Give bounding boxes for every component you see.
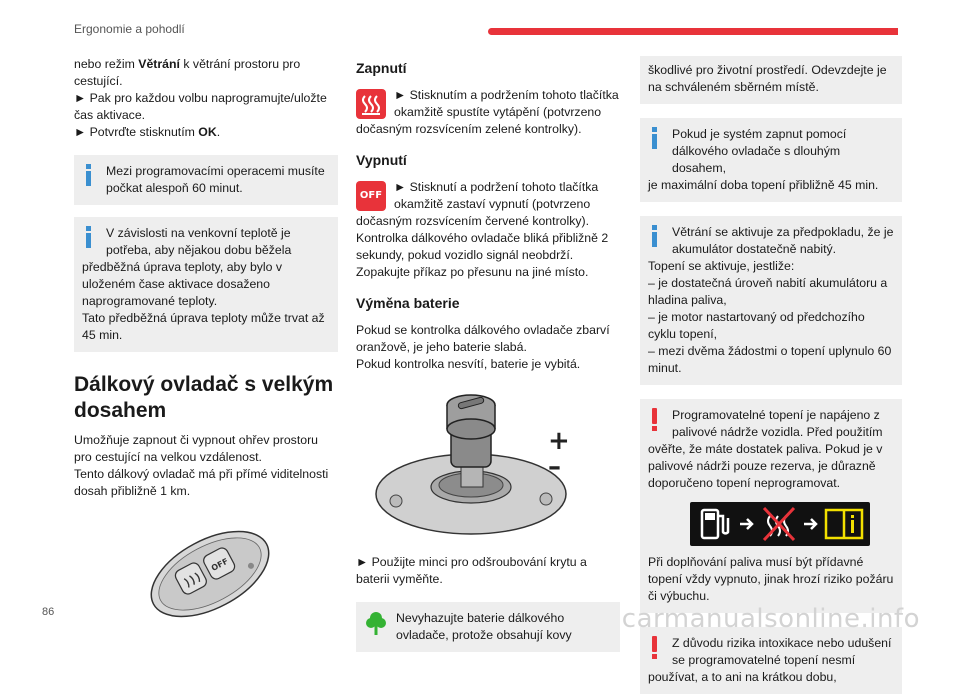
heading-off: Vypnutí: [356, 152, 407, 168]
page-number: 86: [42, 606, 55, 618]
manual-book-icon: [826, 510, 862, 538]
off-repeat-note: Zopakujte příkaz po přesunu na jiné místo.: [356, 265, 589, 279]
heater-crossed-icon: [764, 508, 794, 540]
off-icon: OFF: [356, 181, 386, 211]
remote-description: Umožňuje zapnout či vypnout ohřev prostoru pro cestující na velkou vzdálenost.: [74, 433, 319, 464]
coin-instruction: ► Použijte minci pro odšroubování krytu a baterii vyměňte.: [356, 555, 587, 586]
eco-note-continued: škodlivé pro životní prostředí. Odevzdejte je na schváleném sběrném místě.: [640, 56, 902, 104]
arrow-icon: [804, 519, 816, 529]
paragraph-confirm-step: ► Potvrďte stisknutím OK.: [74, 125, 221, 139]
info-icon: [84, 164, 94, 188]
warning-icon: [650, 408, 660, 432]
column-2: [356, 56, 620, 652]
heading-battery: Výměna baterie: [356, 295, 460, 311]
heading-on: Zapnutí: [356, 60, 407, 76]
arrow-icon: [740, 519, 752, 529]
info-icon: [84, 226, 94, 250]
battery-low-note: Pokud se kontrolka dálkového ovladače zbarví oranžově, je jeho baterie slabá.: [356, 323, 610, 354]
paragraph-ventilation: nebo režim Větrání k větrání prostoru pro cestující.: [74, 57, 301, 88]
header-title: Ergonomie a pohodlí: [74, 22, 185, 36]
fuel-warning-graphic: [690, 502, 870, 546]
info-icon: [650, 127, 660, 151]
column-3: [640, 56, 902, 694]
warning-note-fuel: Programovatelné topení je napájeno z palivové nádrže vozidla. Před použitím ověřte, že máte dostatek paliva. Pokud je v palivové nádrži pouze rezerva, je důrazně doporučeno topení neprogramovat. Při doplňování paliva musí být přídavné topení vždy vypnuto, jinak hrozí riziko požáru či výbuchu.: [640, 399, 902, 613]
eco-note: Nevyhazujte baterie dálkového ovladače, protože obsahují kovy: [356, 602, 620, 652]
off-blink-note: Kontrolka dálkového ovladače bliká přibližně 2 sekundy, pokud vozidlo signál neobdrží.: [356, 231, 609, 262]
header-accent-bar: [488, 28, 898, 35]
heating-icon: [356, 89, 386, 119]
fuel-pump-icon: [702, 510, 728, 538]
watermark: carmanualsonline.info: [621, 604, 920, 634]
minus-sign: –: [548, 452, 561, 482]
info-note-activation: Větrání se aktivuje za předpokladu, že je akumulátor dostatečně nabitý. Topení se aktivuje, jestliže: – je dostatečná úroveň nabití akumulátoru a hladina paliva, – je motor nastartovaný od předchozího cyklu topení, – mezi dvěma žádostmi o topení uplynulo 60 minut.: [640, 216, 902, 385]
eco-leaf-icon: [365, 610, 387, 641]
off-instruction: OFF ► Stisknutí a podržení tohoto tlačítka okamžitě zastaví vypnutí (potvrzeno dočasným rozsvícením červené kontrolky).: [356, 180, 599, 228]
on-instruction: ► Stisknutím a podržením tohoto tlačítka okamžitě spustíte vytápění (potvrzeno dočasným rozsvícením zelené kontrolky).: [356, 88, 619, 136]
info-note-preconditioning: V závislosti na venkovní teplotě je potřeba, aby nějakou dobu běžela předběžná úprava teploty, aby bylo v uloženém čase aktivace dosaženo naprogramované teploty. Tato předběžná úprava teploty může trvat až 45 min.: [74, 217, 338, 352]
battery-empty-note: Pokud kontrolka nesvítí, baterie je vybitá.: [356, 357, 581, 371]
remote-off-label: OFF: [209, 556, 230, 573]
paragraph-program-step: ► Pak pro každou volbu naprogramujte/uložte čas aktivace.: [74, 91, 327, 122]
warning-note-intoxication: Z důvodu rizika intoxikace nebo udušení se programovatelné topení nesmí používat, a to ani na krátkou dobu,: [640, 627, 902, 694]
remote-range: Tento dálkový ovladač má při přímé viditelnosti dosah přibližně 1 km.: [74, 467, 329, 498]
section-heading-remote: Dálkový ovladač s velkým dosahem: [74, 373, 334, 422]
column-1: [74, 56, 338, 627]
plus-sign: +: [548, 426, 570, 456]
info-note-max-duration: Pokud je systém zapnut pomocí dálkového ovladače s dlouhým dosahem, je maximální doba topení přibližně 45 min.: [640, 118, 902, 202]
remote-control-image: [140, 526, 338, 627]
info-note-wait: Mezi programovacími operacemi musíte počkat alespoň 60 minut.: [74, 155, 338, 205]
battery-replacement-image: [376, 389, 620, 544]
warning-icon: [650, 636, 660, 660]
info-icon: [650, 225, 660, 249]
